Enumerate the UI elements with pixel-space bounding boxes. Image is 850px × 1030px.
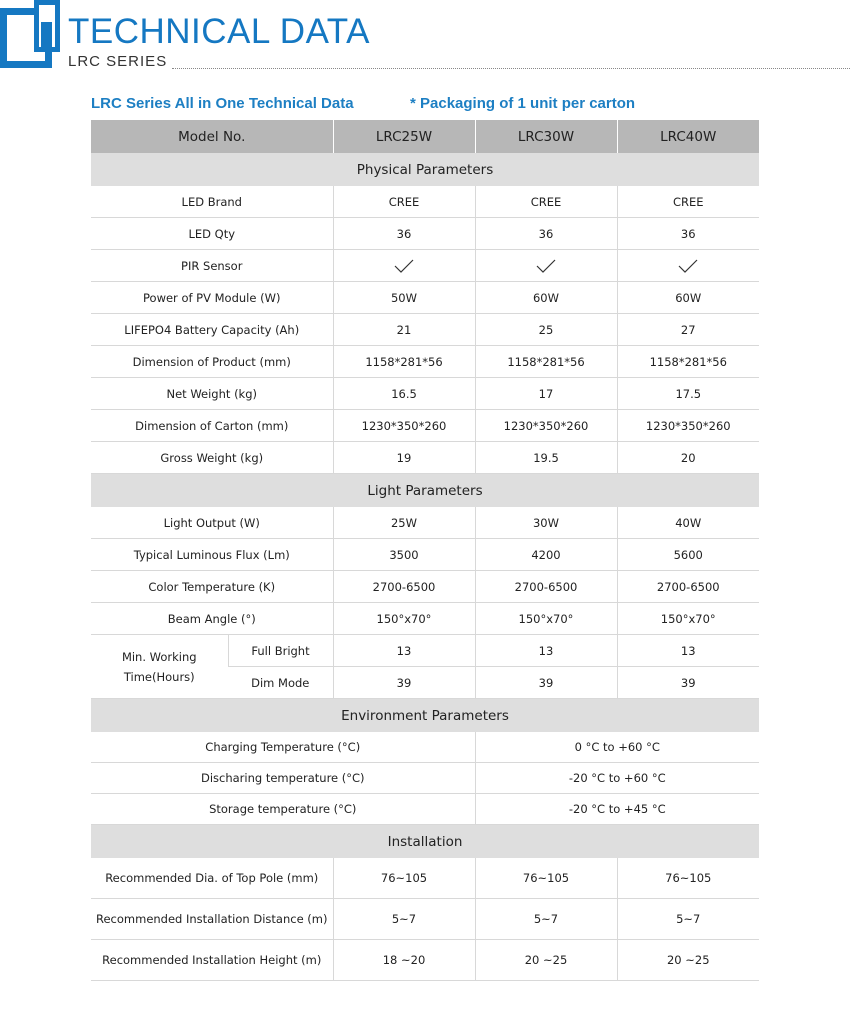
value-cell: 5~7 — [475, 899, 617, 940]
value-cell: 50W — [333, 282, 475, 314]
row-label: Dimension of Carton (mm) — [91, 410, 333, 442]
value-cell: 36 — [475, 218, 617, 250]
value-cell: CREE — [475, 186, 617, 218]
section-installation: Installation — [91, 825, 759, 859]
table-row — [91, 699, 759, 733]
value-cell: 27 — [617, 314, 759, 346]
table-row — [91, 603, 759, 635]
model-no-header: Model No. — [91, 120, 333, 153]
value-cell: 150°x70° — [333, 603, 475, 635]
value-cell: 25 — [475, 314, 617, 346]
value-cell: 17 — [475, 378, 617, 410]
check-cell — [333, 250, 475, 282]
row-label: Charging Temperature (°C) — [91, 732, 475, 763]
row-label: Storage temperature (°C) — [91, 794, 475, 825]
value-cell: 39 — [617, 667, 759, 699]
table-row — [91, 410, 759, 442]
value-cell: 150°x70° — [475, 603, 617, 635]
value-cell: 17.5 — [617, 378, 759, 410]
value-cell: 2700-6500 — [475, 571, 617, 603]
row-label: Power of PV Module (W) — [91, 282, 333, 314]
check-cell — [617, 250, 759, 282]
value-cell: 19 — [333, 442, 475, 474]
table-row — [91, 940, 759, 981]
value-cell: 1230*350*260 — [475, 410, 617, 442]
technical-data-table — [91, 120, 759, 981]
value-cell: 0 °C to +60 °C — [475, 732, 759, 763]
row-label: Net Weight (kg) — [91, 378, 333, 410]
value-cell: 2700-6500 — [617, 571, 759, 603]
row-label: Discharing temperature (°C) — [91, 763, 475, 794]
value-cell: 25W — [333, 507, 475, 539]
value-cell: 20 ~25 — [617, 940, 759, 981]
section-light: Light Parameters — [91, 474, 759, 508]
row-label: Recommended Installation Distance (m) — [91, 899, 333, 940]
row-label: Color Temperature (K) — [91, 571, 333, 603]
row-label: Typical Luminous Flux (Lm) — [91, 539, 333, 571]
table-row — [91, 825, 759, 859]
row-label: Dimension of Product (mm) — [91, 346, 333, 378]
row-label: Gross Weight (kg) — [91, 442, 333, 474]
row-label: Recommended Dia. of Top Pole (mm) — [91, 858, 333, 899]
working-time-label: Min. Working Time(Hours) — [91, 635, 228, 699]
value-cell: 1158*281*56 — [475, 346, 617, 378]
row-label: Beam Angle (°) — [91, 603, 333, 635]
value-cell: 21 — [333, 314, 475, 346]
value-cell: 3500 — [333, 539, 475, 571]
table-row — [91, 539, 759, 571]
value-cell: 76~105 — [617, 858, 759, 899]
model-header: LRC30W — [475, 120, 617, 153]
page-title: TECHNICAL DATA — [68, 12, 370, 51]
table-row — [91, 635, 759, 667]
value-cell: 5600 — [617, 539, 759, 571]
packaging-note: * Packaging of 1 unit per carton — [410, 95, 636, 112]
value-cell: 4200 — [475, 539, 617, 571]
value-cell: 76~105 — [333, 858, 475, 899]
value-cell: 19.5 — [475, 442, 617, 474]
value-cell: 20 — [617, 442, 759, 474]
value-cell: 1158*281*56 — [617, 346, 759, 378]
table-row — [91, 899, 759, 940]
value-cell: 1230*350*260 — [617, 410, 759, 442]
row-label: PIR Sensor — [91, 250, 333, 282]
value-cell: CREE — [617, 186, 759, 218]
value-cell: 5~7 — [617, 899, 759, 940]
model-header: LRC25W — [333, 120, 475, 153]
value-cell: 39 — [333, 667, 475, 699]
check-icon — [536, 258, 556, 274]
value-cell: CREE — [333, 186, 475, 218]
table-row — [91, 442, 759, 474]
model-header: LRC40W — [617, 120, 759, 153]
table-row — [91, 346, 759, 378]
row-label: Recommended Installation Height (m) — [91, 940, 333, 981]
value-cell: 2700-6500 — [333, 571, 475, 603]
value-cell: 1230*350*260 — [333, 410, 475, 442]
table-row — [91, 314, 759, 346]
table-row — [91, 378, 759, 410]
check-icon — [394, 258, 414, 274]
table-row — [91, 282, 759, 314]
table-row — [91, 732, 759, 763]
table-row — [91, 571, 759, 603]
section-environment: Environment Parameters — [91, 699, 759, 733]
value-cell: 13 — [475, 635, 617, 667]
value-cell: -20 °C to +60 °C — [475, 763, 759, 794]
row-label: LED Brand — [91, 186, 333, 218]
table-row — [91, 794, 759, 825]
table-row — [91, 763, 759, 794]
table-row — [91, 186, 759, 218]
value-cell: 13 — [333, 635, 475, 667]
row-label: LED Qty — [91, 218, 333, 250]
value-cell: 18 ~20 — [333, 940, 475, 981]
brand-logo-icon — [0, 0, 62, 70]
value-cell: 36 — [617, 218, 759, 250]
page-subtitle: LRC SERIES — [68, 53, 168, 70]
table-row — [91, 858, 759, 899]
value-cell: 60W — [617, 282, 759, 314]
check-cell — [475, 250, 617, 282]
value-cell: 150°x70° — [617, 603, 759, 635]
value-cell: 30W — [475, 507, 617, 539]
table-heading: LRC Series All in One Technical Data — [91, 95, 354, 112]
value-cell: 39 — [475, 667, 617, 699]
row-label: LIFEPO4 Battery Capacity (Ah) — [91, 314, 333, 346]
section-row — [91, 153, 759, 186]
table-row — [91, 250, 759, 282]
value-cell: 36 — [333, 218, 475, 250]
table-row — [91, 507, 759, 539]
value-cell: 16.5 — [333, 378, 475, 410]
value-cell: 20 ~25 — [475, 940, 617, 981]
value-cell: 13 — [617, 635, 759, 667]
value-cell: -20 °C to +45 °C — [475, 794, 759, 825]
section-physical: Physical Parameters — [91, 153, 759, 186]
value-cell: 40W — [617, 507, 759, 539]
table-header-row — [91, 120, 759, 153]
value-cell: 76~105 — [475, 858, 617, 899]
table-row — [91, 218, 759, 250]
row-label: Dim Mode — [228, 667, 333, 699]
row-label: Full Bright — [228, 635, 333, 667]
check-icon — [678, 258, 698, 274]
table-row — [91, 474, 759, 508]
value-cell: 5~7 — [333, 899, 475, 940]
dotted-divider — [172, 68, 850, 69]
value-cell: 1158*281*56 — [333, 346, 475, 378]
row-label: Light Output (W) — [91, 507, 333, 539]
value-cell: 60W — [475, 282, 617, 314]
